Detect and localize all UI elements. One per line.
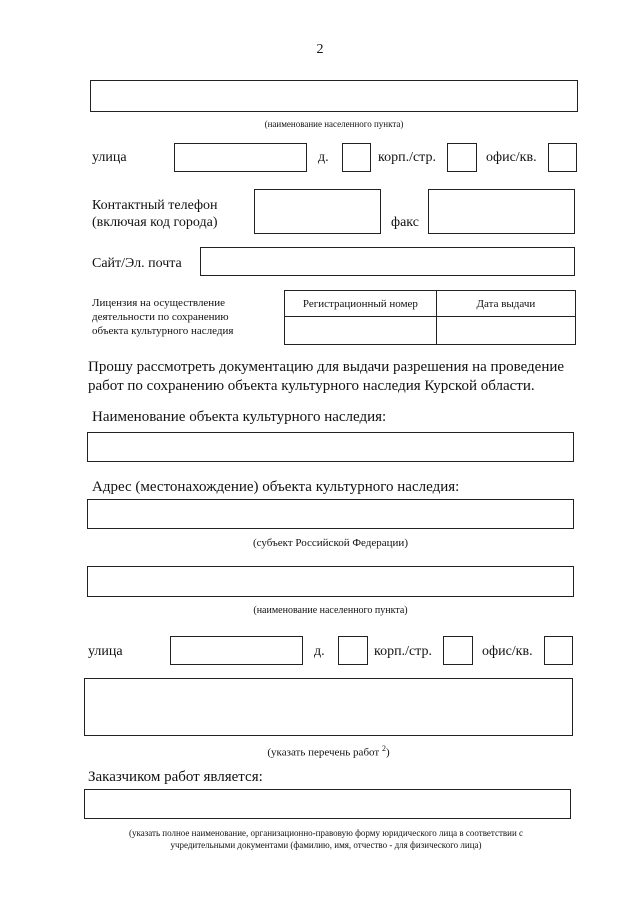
street-field-2[interactable] <box>170 636 303 665</box>
object-address-label: Адрес (местонахождение) объекта культурного наследия: <box>92 479 460 495</box>
phone-label-line2: (включая код города) <box>92 215 218 230</box>
customer-caption-line2: учредительными документами (фамилию, имя, отчество - для физического лица) <box>170 840 482 850</box>
license-label-line2: деятельности по сохранению <box>92 311 229 323</box>
license-label-line3: объекта культурного наследия <box>92 325 234 337</box>
fax-label: факс <box>391 215 419 230</box>
works-caption <box>84 744 573 759</box>
subject-field[interactable] <box>87 499 574 529</box>
house-field-2[interactable] <box>338 636 368 665</box>
license-table <box>284 290 576 345</box>
subject-caption: (субъект Российской Федерации) <box>253 537 408 549</box>
office-field-2[interactable] <box>544 636 573 665</box>
office-label-1: офис/кв. <box>486 150 537 165</box>
object-name-field[interactable] <box>87 432 574 462</box>
license-date-cell[interactable] <box>436 317 575 345</box>
phone-field[interactable] <box>254 189 381 234</box>
site-field[interactable] <box>200 247 575 276</box>
works-caption-suffix: ) <box>385 746 390 759</box>
street-field-1[interactable] <box>174 143 307 172</box>
request-line1: Прошу рассмотреть документацию для выдачи разрешения на проведение <box>88 359 565 375</box>
works-caption-prefix: (указать перечень работ <box>267 746 382 759</box>
works-list-field[interactable] <box>84 678 573 736</box>
page-number: 2 <box>316 42 324 57</box>
building-field-2[interactable] <box>443 636 473 665</box>
street-label-2: улица <box>88 644 123 659</box>
license-reg-cell[interactable] <box>285 317 437 345</box>
office-label-2: офис/кв. <box>482 644 533 659</box>
locality-field-2[interactable] <box>87 566 574 597</box>
customer-caption-line1: (указать полное наименование, организационно-правовую форму юридического лица в соответствии с <box>128 828 524 838</box>
street-label-1: улица <box>92 150 127 165</box>
house-field-1[interactable] <box>342 143 371 172</box>
works-caption-footnote: 2 <box>381 744 386 753</box>
phone-label-line1: Контактный телефон <box>92 198 218 213</box>
locality-caption-1: (наименование населенного пункта) <box>264 119 404 129</box>
house-label-1: д. <box>318 150 329 165</box>
customer-label: Заказчиком работ является: <box>88 769 263 785</box>
building-field-1[interactable] <box>447 143 477 172</box>
object-name-label: Наименование объекта культурного наследия: <box>92 409 387 425</box>
house-label-2: д. <box>314 644 325 659</box>
fax-field[interactable] <box>428 189 575 234</box>
request-line2: работ по сохранению объекта культурного наследия Курской области. <box>88 378 535 394</box>
locality-caption-2: (наименование населенного пункта) <box>253 605 408 616</box>
customer-field[interactable] <box>84 789 571 819</box>
office-field-1[interactable] <box>548 143 577 172</box>
building-label-1: корп./стр. <box>378 150 436 165</box>
building-label-2: корп./стр. <box>374 644 432 659</box>
locality-field-1[interactable] <box>90 80 578 112</box>
license-label-line1: Лицензия на осуществление <box>92 297 225 309</box>
site-label: Сайт/Эл. почта <box>92 256 182 271</box>
license-col-reg: Регистрационный номер <box>285 291 437 317</box>
license-col-date: Дата выдачи <box>436 291 575 317</box>
